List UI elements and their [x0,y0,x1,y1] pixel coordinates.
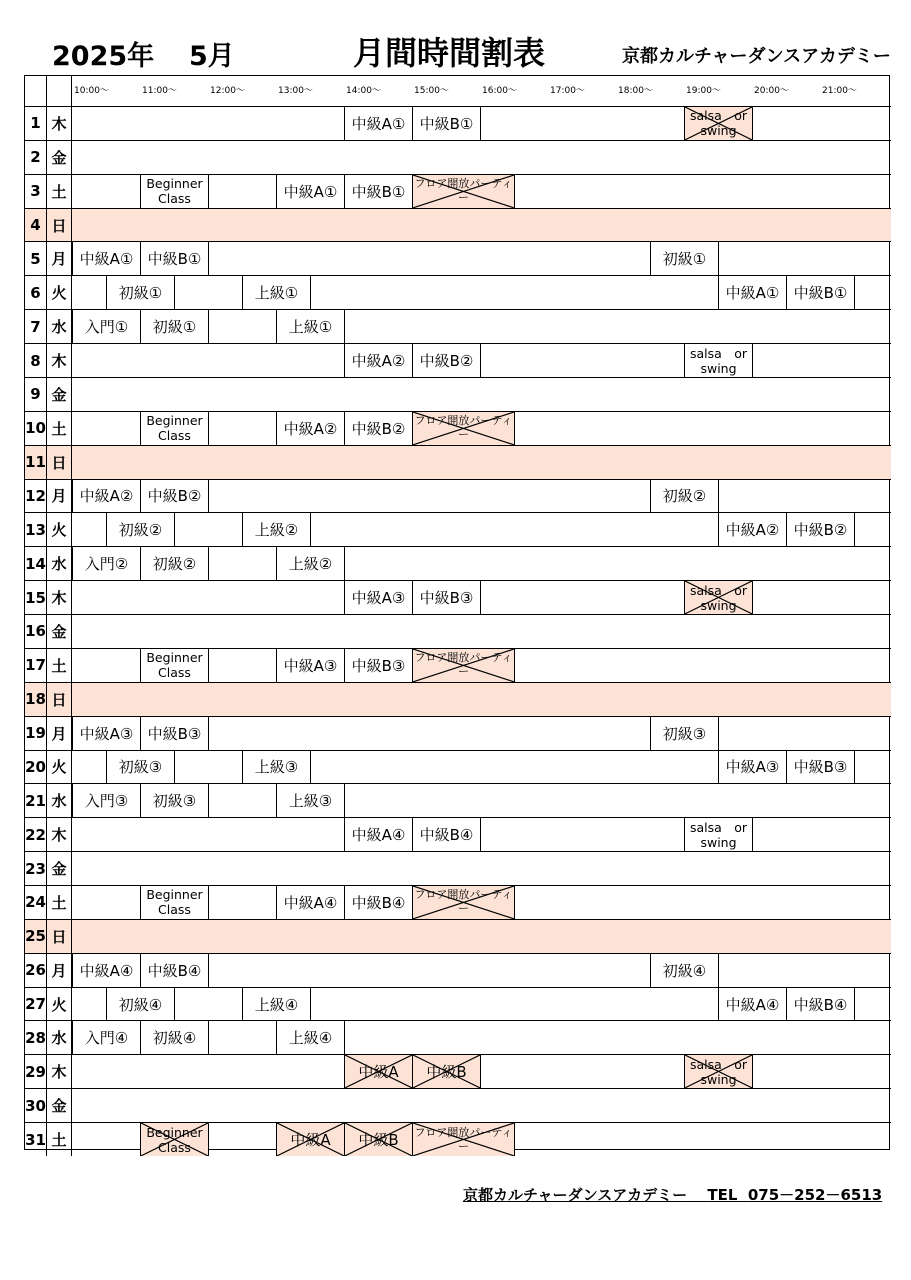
class-label: 中級B② [147,487,202,506]
weekday-label: 火 [47,988,72,1021]
day-number: 17 [25,649,47,682]
cancelled-class-cell [684,1055,753,1088]
class-cell [412,818,481,851]
header-num-cell [25,76,47,106]
day-number: 8 [25,344,47,377]
class-label: 初級② [152,555,197,574]
class-label: 中級B④ [147,961,202,980]
class-label: salsa or swing [689,345,748,376]
day-number: 2 [25,141,47,174]
class-label: フロア開放パーティー [414,1125,513,1153]
class-label: 中級B① [419,114,474,133]
weekday-label: 日 [47,209,72,242]
class-cell [650,717,719,750]
day-row [25,1088,891,1122]
class-cell [140,717,209,750]
class-cell [242,276,311,309]
class-label: 中級B [426,1063,467,1082]
time-header-2: 12:00～ [210,86,245,96]
weekday-label: 土 [47,175,72,208]
class-cell [718,513,787,546]
class-label: 初級④ [152,1029,197,1048]
weekday-label: 火 [47,751,72,784]
day-number: 7 [25,310,47,343]
class-label: Beginner Class [146,1124,203,1155]
class-cell [786,988,855,1021]
class-cell [140,649,209,682]
day-number: 3 [25,175,47,208]
day-number: 1 [25,107,47,140]
day-number: 22 [25,818,47,851]
class-cell [718,751,787,784]
footer-contact [463,1184,882,1205]
day-row [25,851,891,885]
class-label: 中級A [290,1131,331,1150]
class-label: 中級B① [351,182,406,201]
day-number: 18 [25,683,47,716]
day-number: 30 [25,1089,47,1122]
time-header-9: 19:00～ [686,86,721,96]
class-cell [140,954,209,987]
class-cell [106,751,175,784]
footer-tel-label: TEL [707,1186,738,1204]
weekday-label: 土 [47,412,72,445]
class-cell [72,784,141,817]
day-number: 11 [25,446,47,479]
weekday-label: 月 [47,717,72,750]
class-cell [72,717,141,750]
class-label: 初級② [662,487,707,506]
day-number: 16 [25,615,47,648]
class-cell [276,1021,345,1054]
class-label: 中級A② [725,521,780,540]
class-label: 中級B④ [793,995,848,1014]
class-cell [684,344,753,377]
class-cell [72,1021,141,1054]
day-number: 6 [25,276,47,309]
class-label: 中級A [358,1063,399,1082]
class-cell [276,649,345,682]
weekday-label: 木 [47,818,72,851]
class-cell [344,649,413,682]
class-cell [140,242,209,275]
cancelled-class-cell [276,1123,345,1156]
class-label: 中級B③ [419,589,474,608]
day-row [25,1020,891,1054]
class-label: 中級A④ [725,995,780,1014]
day-number: 29 [25,1055,47,1088]
class-cell [140,1021,209,1054]
weekday-label: 水 [47,547,72,580]
class-cell [344,886,413,919]
day-row [25,174,891,208]
class-label: 中級B [358,1131,399,1150]
day-row [25,343,891,377]
day-row [25,411,891,445]
day-number: 25 [25,920,47,953]
day-row [25,275,891,309]
class-label: 初級④ [662,961,707,980]
class-cell [684,818,753,851]
time-header-row [25,76,891,106]
class-label: 中級B② [793,521,848,540]
weekday-label: 木 [47,1055,72,1088]
class-label: 入門④ [84,1029,129,1048]
weekday-label: 土 [47,1123,72,1156]
class-label: 入門② [84,555,129,574]
class-label: 上級④ [288,1029,333,1048]
class-label: 中級A② [351,352,406,370]
class-label: 中級A④ [351,826,406,845]
day-row [25,919,891,953]
cancelled-class-cell [684,107,753,140]
class-label: フロア開放パーティー [414,888,513,916]
class-cell [276,784,345,817]
class-cell [72,547,141,580]
day-row [25,377,891,411]
cancelled-class-cell [412,1055,481,1088]
class-label: 中級B③ [147,724,202,743]
day-row [25,682,891,716]
day-row [25,309,891,343]
class-label: 上級③ [288,792,333,811]
class-label: 上級① [288,318,333,337]
time-header-3: 13:00～ [278,86,313,96]
class-label: 初級③ [662,724,707,743]
class-label: 初級③ [118,758,163,777]
day-row [25,817,891,851]
footer-tel: 075－252－6513 [747,1186,883,1204]
class-cell [276,310,345,343]
class-cell [72,954,141,987]
weekday-label: 水 [47,310,72,343]
day-row [25,479,891,513]
weekday-label: 火 [47,276,72,309]
cancelled-class-cell [140,1123,209,1156]
class-label: 中級B② [351,419,406,438]
time-header-4: 14:00～ [346,86,381,96]
class-cell [344,412,413,445]
day-number: 15 [25,581,47,614]
class-cell [106,513,175,546]
day-row [25,140,891,174]
day-row [25,512,891,546]
class-label: 中級A② [79,487,134,506]
class-label: 中級A① [725,284,780,303]
weekday-label: 金 [47,1089,72,1122]
weekday-label: 木 [47,581,72,614]
day-row [25,241,891,275]
day-number: 23 [25,852,47,885]
class-cell [276,886,345,919]
day-number: 20 [25,751,47,784]
cancelled-class-cell [412,886,515,919]
class-label: 中級B③ [793,758,848,777]
class-cell [650,954,719,987]
cancelled-class-cell [684,581,753,614]
weekday-label: 水 [47,1021,72,1054]
header-day-cell [47,76,72,106]
weekday-label: 金 [47,615,72,648]
weekday-label: 木 [47,107,72,140]
weekday-label: 土 [47,649,72,682]
cancelled-class-cell [344,1055,413,1088]
day-row [25,208,891,242]
weekday-label: 土 [47,886,72,919]
class-cell [242,513,311,546]
day-number: 5 [25,242,47,275]
class-label: 中級A① [79,250,134,269]
cancelled-class-cell [412,175,515,208]
class-label: salsa or swing [689,582,748,613]
class-cell [140,886,209,919]
day-row [25,1122,891,1156]
day-number: 31 [25,1123,47,1156]
class-label: フロア開放パーティー [414,651,513,679]
time-header-7: 17:00～ [550,86,585,96]
class-cell [106,988,175,1021]
class-cell [412,344,481,377]
time-header-11: 21:00～ [822,86,857,96]
class-cell [786,751,855,784]
class-label: フロア開放パーティー [414,414,513,442]
class-cell [140,547,209,580]
class-label: Beginner Class [146,887,203,918]
class-label: 初級① [118,284,163,303]
class-cell [650,242,719,275]
class-cell [242,751,311,784]
class-label: 中級B② [419,352,474,370]
class-label: 中級B④ [419,826,474,845]
day-row [25,885,891,919]
cancelled-class-cell [412,412,515,445]
class-cell [72,242,141,275]
day-row [25,106,891,140]
class-label: 上級① [254,284,299,303]
day-row [25,953,891,987]
day-row [25,716,891,750]
weekday-label: 日 [47,683,72,716]
weekday-label: 水 [47,784,72,817]
day-row [25,614,891,648]
class-label: Beginner Class [146,413,203,444]
weekday-label: 木 [47,344,72,377]
class-label: 中級A② [283,419,338,438]
class-cell [344,581,413,614]
class-label: 上級② [254,521,299,540]
class-cell [718,988,787,1021]
weekday-label: 日 [47,920,72,953]
day-number: 12 [25,480,47,513]
day-number: 24 [25,886,47,919]
class-label: 中級B① [147,250,202,269]
day-row [25,750,891,784]
class-cell [106,276,175,309]
class-label: 初級① [152,318,197,337]
day-number: 28 [25,1021,47,1054]
class-label: Beginner Class [146,650,203,681]
class-label: 入門③ [84,792,129,811]
class-label: 中級A③ [79,724,134,743]
year-label: 2025年 [52,41,155,72]
cancelled-class-cell [412,649,515,682]
class-cell [140,784,209,817]
class-label: 中級A① [283,182,338,201]
class-label: 初級④ [118,995,163,1014]
class-cell [140,412,209,445]
day-row [25,783,891,817]
class-cell [344,107,413,140]
month-label: 5月 [189,41,235,72]
class-label: 初級③ [152,792,197,811]
class-cell [242,988,311,1021]
class-label: 中級A① [351,114,406,133]
class-label: 上級④ [254,995,299,1014]
weekday-label: 金 [47,378,72,411]
cancelled-class-cell [344,1123,413,1156]
class-cell [276,412,345,445]
day-number: 21 [25,784,47,817]
class-label: フロア開放パーティー [414,177,513,205]
day-number: 27 [25,988,47,1021]
class-cell [276,547,345,580]
class-cell [276,175,345,208]
class-cell [718,276,787,309]
class-label: 上級③ [254,758,299,777]
class-cell [344,818,413,851]
class-label: Beginner Class [146,176,203,207]
class-label: 中級A③ [725,758,780,777]
weekday-label: 金 [47,852,72,885]
day-row [25,1054,891,1088]
weekday-label: 日 [47,446,72,479]
time-header-1: 11:00～ [142,86,177,96]
weekday-label: 月 [47,954,72,987]
day-row [25,580,891,614]
class-label: 中級A③ [283,656,338,675]
class-label: 中級A④ [283,893,338,912]
class-cell [786,513,855,546]
class-label: salsa or swing [689,1056,748,1087]
class-cell [650,480,719,513]
class-cell [344,175,413,208]
day-number: 9 [25,378,47,411]
day-number: 19 [25,717,47,750]
day-row [25,445,891,479]
day-row [25,546,891,580]
class-label: 中級B① [793,284,848,303]
class-cell [412,581,481,614]
weekday-label: 月 [47,242,72,275]
class-cell [786,276,855,309]
academy-name: 京都カルチャーダンスアカデミー [622,46,891,67]
weekday-label: 月 [47,480,72,513]
class-label: 中級A③ [351,589,406,608]
class-label: 上級② [288,555,333,574]
weekday-label: 火 [47,513,72,546]
day-number: 14 [25,547,47,580]
class-cell [140,480,209,513]
class-cell [140,175,209,208]
class-label: 中級A④ [79,961,134,980]
weekday-label: 金 [47,141,72,174]
day-row [25,987,891,1021]
cancelled-class-cell [412,1123,515,1156]
class-label: salsa or swing [689,819,748,850]
day-number: 13 [25,513,47,546]
class-label: 中級B④ [351,893,406,912]
page-title: 月間時間割表 [353,34,546,72]
class-cell [72,310,141,343]
footer-academy: 京都カルチャーダンスアカデミー [463,1186,688,1204]
time-header-0: 10:00～ [74,86,109,96]
class-label: 入門① [84,318,129,337]
time-header-6: 16:00～ [482,86,517,96]
class-label: 初級② [118,521,163,540]
day-number: 26 [25,954,47,987]
time-header-10: 20:00～ [754,86,789,96]
class-cell [72,480,141,513]
class-label: salsa or swing [689,108,748,139]
day-number: 10 [25,412,47,445]
day-row [25,648,891,682]
class-label: 中級B③ [351,656,406,675]
class-cell [344,344,413,377]
day-number: 4 [25,209,47,242]
time-header-8: 18:00～ [618,86,653,96]
time-header-5: 15:00～ [414,86,449,96]
class-cell [412,107,481,140]
class-cell [140,310,209,343]
timetable-grid [24,75,890,1155]
class-label: 初級① [662,250,707,269]
